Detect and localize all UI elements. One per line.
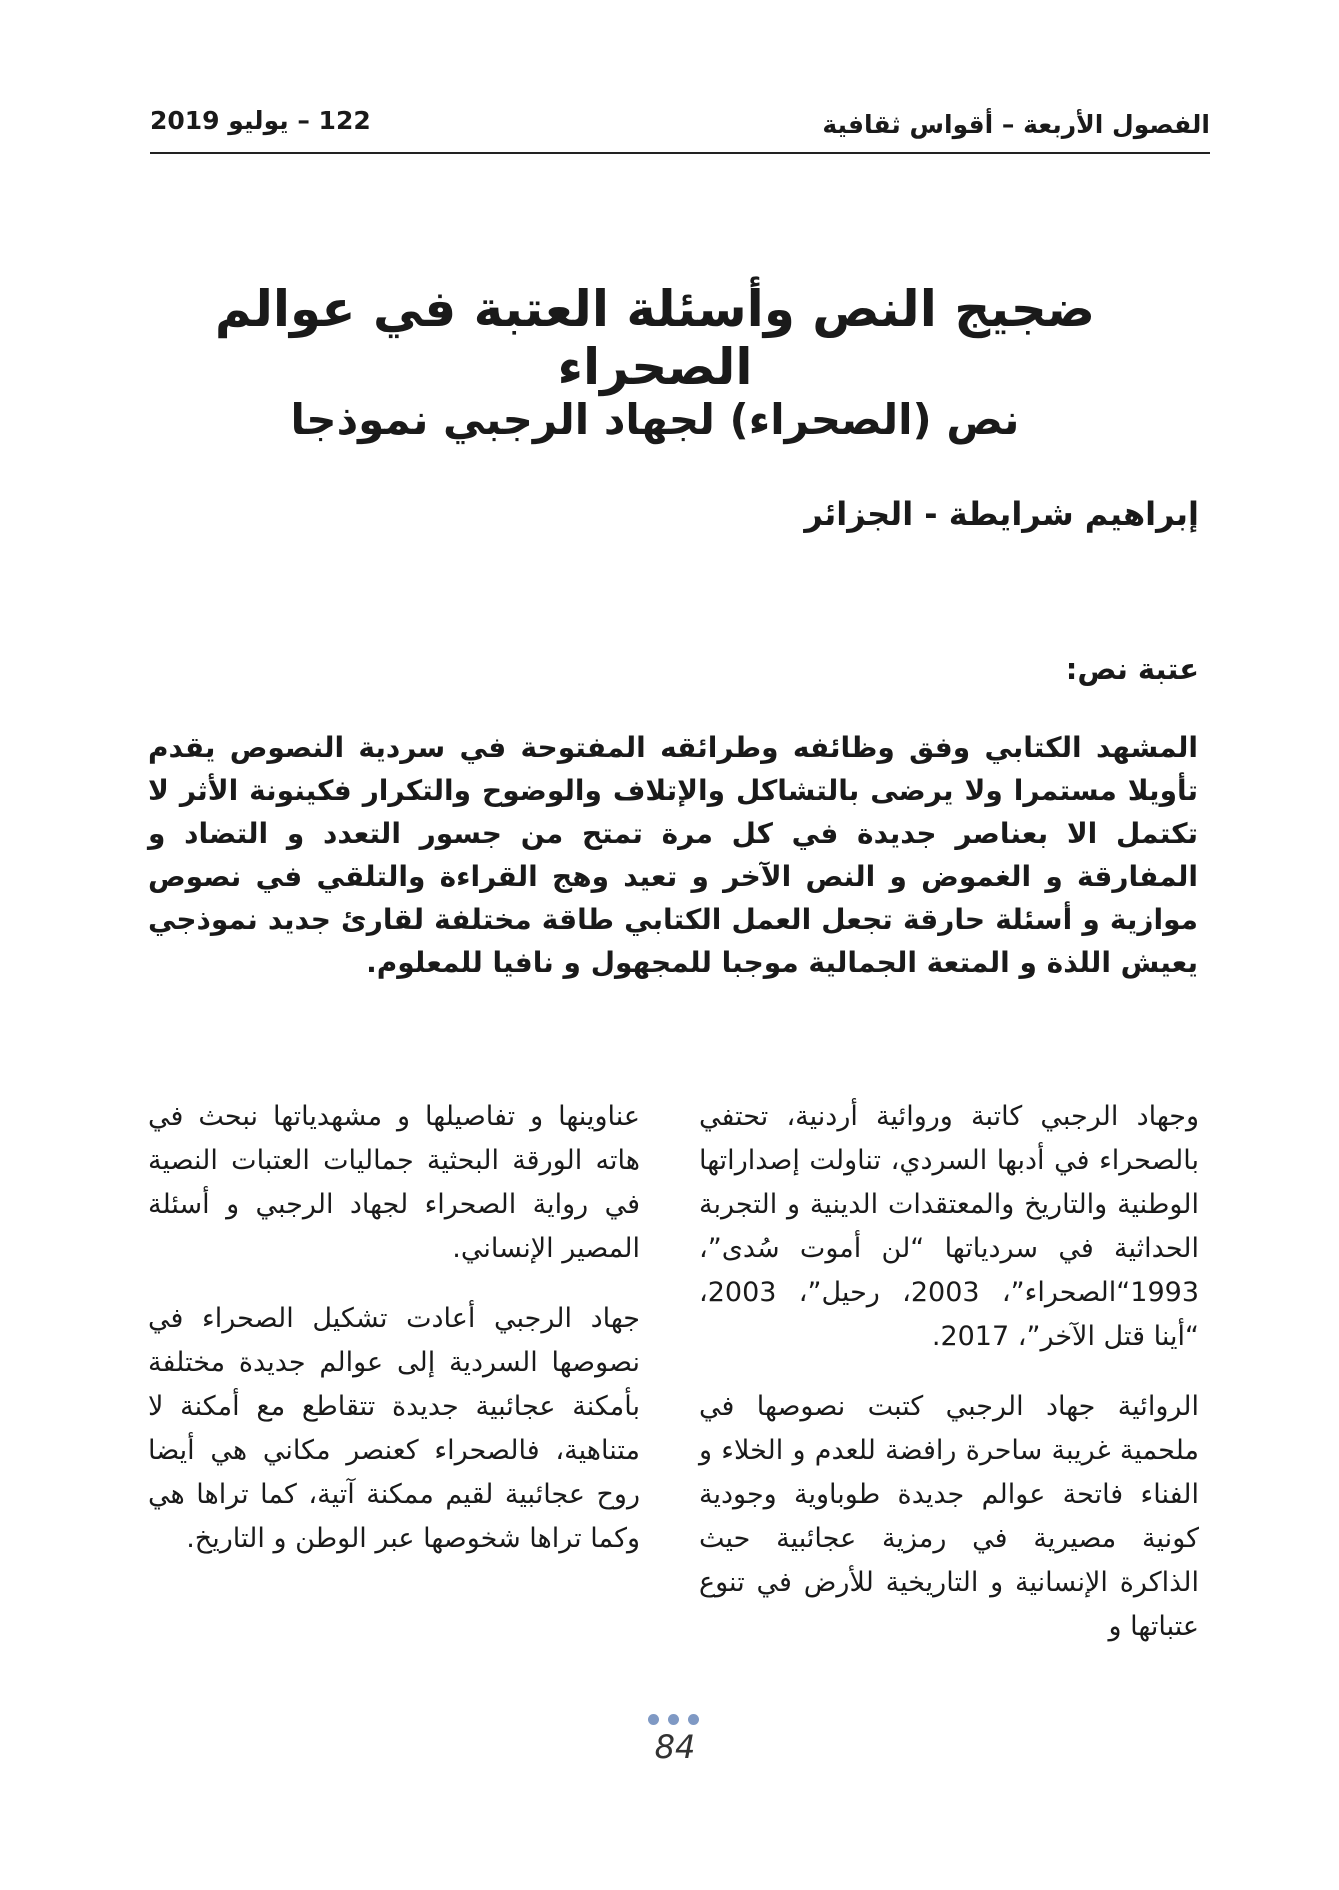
article-title: ضجيج النص وأسئلة العتبة في عوالم الصحراء <box>214 280 1096 396</box>
issue-date: 122 – يوليو 2019 <box>150 106 371 135</box>
paragraph: وجهاد الرجبي كاتبة وروائية أردنية، تحتفي بالصحراء في أدبها السردي، تناولت إصداراتها الوطنية والتاريخ والمعتقدات الدينية و التجربة الحداثية في سردياتها “لن أموت سُدى”، 1993“الصحراء”، 2003، رحيل”، 2003، “أينا قتل الآخر”، 2017. <box>699 1101 1199 1352</box>
abstract-text: المشهد الكتابي وفق وظائفه وطرائقه المفتوحة في سردية النصوص يقدم تأويلا مستمرا ولا يرضى بالتشاكل والإتلاف والوضوح والتكرار فكينونة الأثر لا تكتمل الا بعناصر جديدة في كل مرة تمتح من جسور التعدد و التضاد و المفارقة و الغموض و النص الآخر و تعيد وهج القراءة والتلقي في نصوص موازية و أسئلة حارقة تجعل العمل الكتابي طاقة مختلفة لقارئ جديد نموذجي يعيش اللذة و المتعة الجمالية موجبا للمجهول و نافيا للمعلوم. <box>148 731 1198 979</box>
abstract-heading: عتبة نص: <box>1065 652 1199 686</box>
body-column-right <box>699 1095 1199 1675</box>
journal-name: الفصول الأربعة – أقواس ثقافية <box>822 110 1210 139</box>
dot-icon <box>688 1714 699 1725</box>
page-number: 84 <box>654 1728 696 1766</box>
paragraph: عناوينها و تفاصيلها و مشهدياتها نبحث في هاته الورقة البحثية جماليات العتبات النصية في رواية الصحراء لجهاد الرجبي و أسئلة المصير الإنساني. <box>148 1101 640 1264</box>
article-author: إبراهيم شرايطة - الجزائر <box>804 495 1199 533</box>
article-subtitle: نص (الصحراء) لجهاد الرجبي نموذجا <box>290 395 1020 444</box>
paragraph: الروائية جهاد الرجبي كتبت نصوصها في ملحمية غريبة ساحرة رافضة للعدم و الخلاء و الفناء فاتحة عوالم جديدة طوباوية وجودية كونية مصيرية في رمزية عجائبية حيث الذاكرة الإنسانية و التاريخية للأرض في تنوع عتباتها و <box>699 1391 1199 1642</box>
running-header <box>150 106 1210 154</box>
paragraph: جهاد الرجبي أعادت تشكيل الصحراء في نصوصها السردية إلى عوالم جديدة مختلفة بأمكنة عجائبية جديدة تتقاطع مع أمكنة لا متناهية، فالصحراء كعنصر مكاني هي أيضا روح عجائبية لقيم ممكنة آتية، كما تراها هي وكما تراها شخوصها عبر الوطن و التاريخ. <box>148 1303 640 1554</box>
dot-icon <box>648 1714 659 1725</box>
decorative-dots <box>648 1714 708 1726</box>
dot-icon <box>668 1714 679 1725</box>
body-column-left <box>148 1095 640 1587</box>
